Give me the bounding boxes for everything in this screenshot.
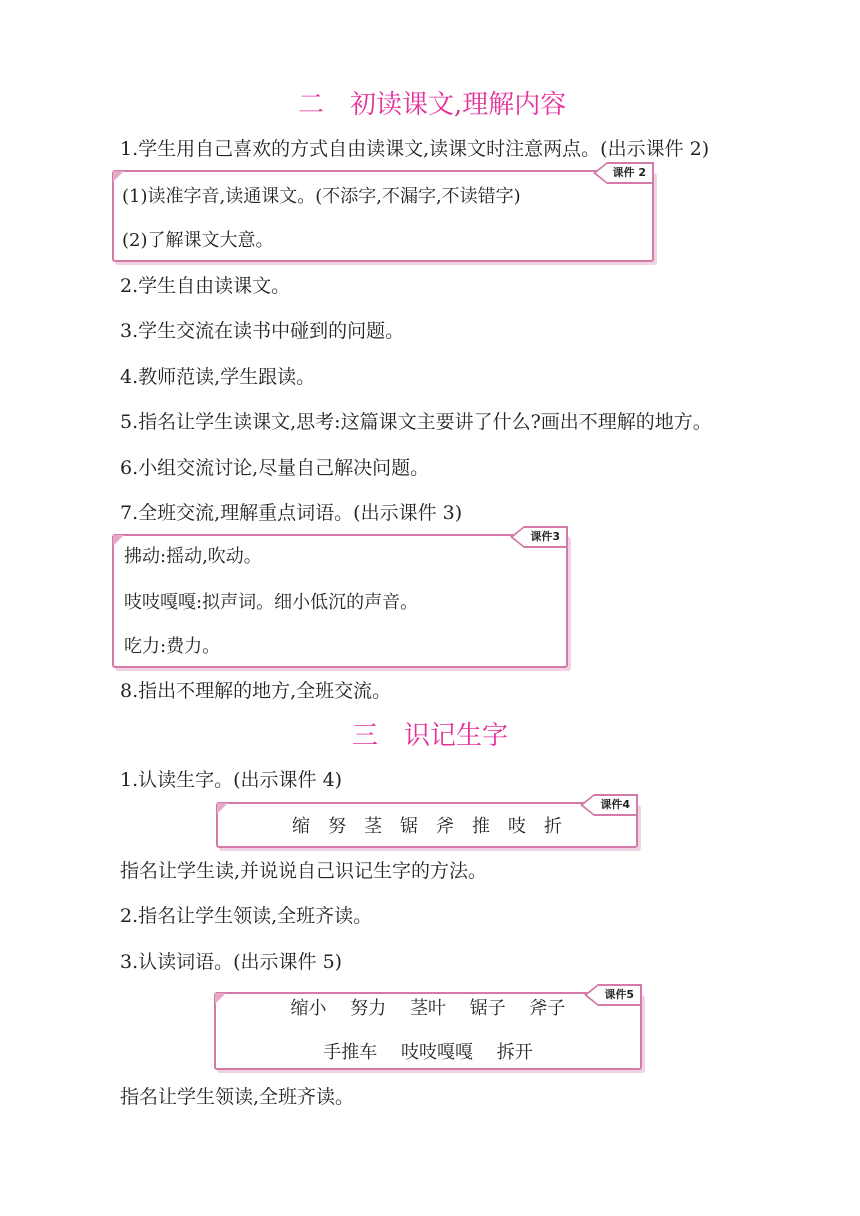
step-2-6: 6.小组交流讨论,尽量自己解决问题。 xyxy=(120,457,430,479)
step-2-3: 3.学生交流在读书中碰到的问题。 xyxy=(120,320,405,342)
courseware-box-5 xyxy=(214,988,642,1070)
step-2-7: 7.全班交流,理解重点词语。(出示课件 3) xyxy=(120,502,463,524)
box2-line-1: (1)读准字音,读通课文。(不添字,不漏字,不读错字) xyxy=(122,186,521,207)
courseware-tag-5: 课件5 xyxy=(598,984,642,1006)
box3-line-2: 吱吱嘎嘎:拟声词。细小低沉的声音。 xyxy=(124,592,419,613)
step-2-5: 5.指名让学生读课文,思考:这篇课文主要讲了什么?画出不理解的地方。 xyxy=(120,411,712,433)
courseware-tag-2: 课件 2 xyxy=(607,162,654,184)
courseware-box-4 xyxy=(216,798,638,848)
new-characters-list: 缩 努 茎 锯 斧 推 吱 折 xyxy=(292,816,562,837)
word-list-line-1: 缩小 努力 茎叶 锯子 斧子 xyxy=(290,998,566,1019)
courseware-tag-3: 课件3 xyxy=(524,526,568,548)
box2-line-2: (2)了解课文大意。 xyxy=(122,230,274,251)
step-2-1: 1.学生用自己喜欢的方式自由读课文,读课文时注意两点。(出示课件 2) xyxy=(120,138,710,160)
section-heading-3: 三 识记生字 xyxy=(352,721,509,751)
courseware-tag-4: 课件4 xyxy=(594,794,638,816)
word-list-line-2: 手推车 吱吱嘎嘎 拆开 xyxy=(323,1042,533,1063)
box-corner-marker xyxy=(217,803,228,814)
step-3-3-note: 指名让学生领读,全班齐读。 xyxy=(120,1086,355,1108)
courseware-box-2 xyxy=(112,166,654,262)
step-2-8: 8.指出不理解的地方,全班交流。 xyxy=(120,680,392,702)
step-2-2: 2.学生自由读课文。 xyxy=(120,275,291,297)
courseware-box-3 xyxy=(112,530,568,668)
section-heading-2: 二 初读课文,理解内容 xyxy=(298,90,567,120)
box-corner-marker xyxy=(113,535,124,546)
step-3-1: 1.认读生字。(出示课件 4) xyxy=(120,769,343,791)
box3-line-1: 拂动:摇动,吹动。 xyxy=(124,546,262,567)
step-3-3: 3.认读词语。(出示课件 5) xyxy=(120,951,343,973)
step-3-2: 2.指名让学生领读,全班齐读。 xyxy=(120,905,373,927)
box-corner-marker xyxy=(113,171,124,182)
step-3-1-note: 指名让学生读,并说说自己识记生字的方法。 xyxy=(120,860,488,882)
box3-line-3: 吃力:费力。 xyxy=(124,636,221,657)
step-2-4: 4.教师范读,学生跟读。 xyxy=(120,366,316,388)
